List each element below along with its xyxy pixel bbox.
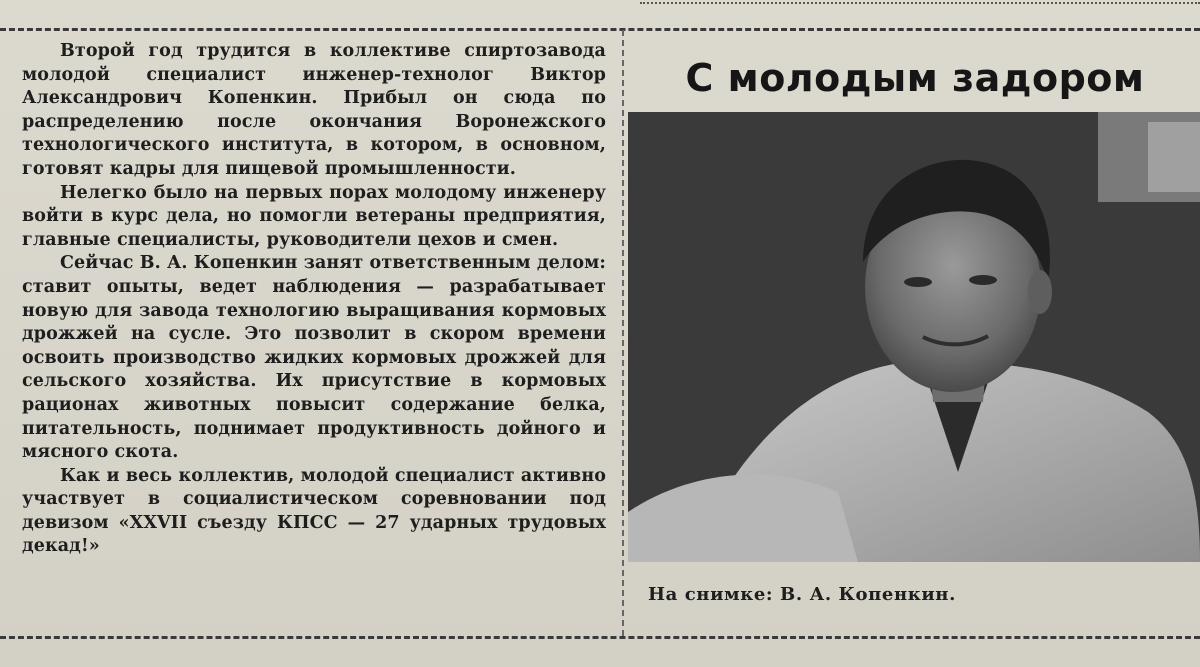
portrait-photo — [628, 112, 1200, 562]
article-paragraph-4: Как и весь коллектив, молодой специалист активно участвует в социалистическом соревновании под девизом «XXVII съезду КПСС — 27 ударных трудовых декад!» — [22, 465, 606, 557]
top-edge-rule — [640, 2, 1200, 4]
top-dashed-rule — [0, 28, 1200, 31]
portrait-photo-drawing — [628, 112, 1200, 562]
article-paragraph-3: Сейчас В. А. Копенкин занят ответственным делом: ставит опыты, ведет наблюдения — разрабатывает новую для завода технологию выращивания кормовых дрожжей на сусле. Это позволит в скором времени освоить производство жидких кормовых дрожжей для сельского хозяйства. Их присутствие в кормовых рационах животных повысит содержание белка, питательность, поднимает продуктивность дойного и мясного скота. — [22, 253, 606, 463]
column-divider — [622, 30, 624, 636]
article-paragraph-2: Нелегко было на первых порах молодому инженеру войти в курс дела, но помогли ветераны предприятия, главные специалисты, руководители цехов и смен. — [22, 182, 606, 250]
article-text — [22, 40, 606, 559]
article-paragraph-1: Второй год трудится в коллективе спиртозавода молодой специалист инженер-технолог Виктор Александрович Копенкин. Прибыл он сюда по распределению после окончания Воронежского технологического института, в котором, в основном, готовят кадры для пищевой промышленности. — [22, 41, 606, 179]
article-headline: С молодым задором — [685, 56, 1145, 100]
photo-caption: На снимке: В. А. Копенкин. — [648, 584, 956, 605]
bottom-dashed-rule — [0, 636, 1200, 639]
